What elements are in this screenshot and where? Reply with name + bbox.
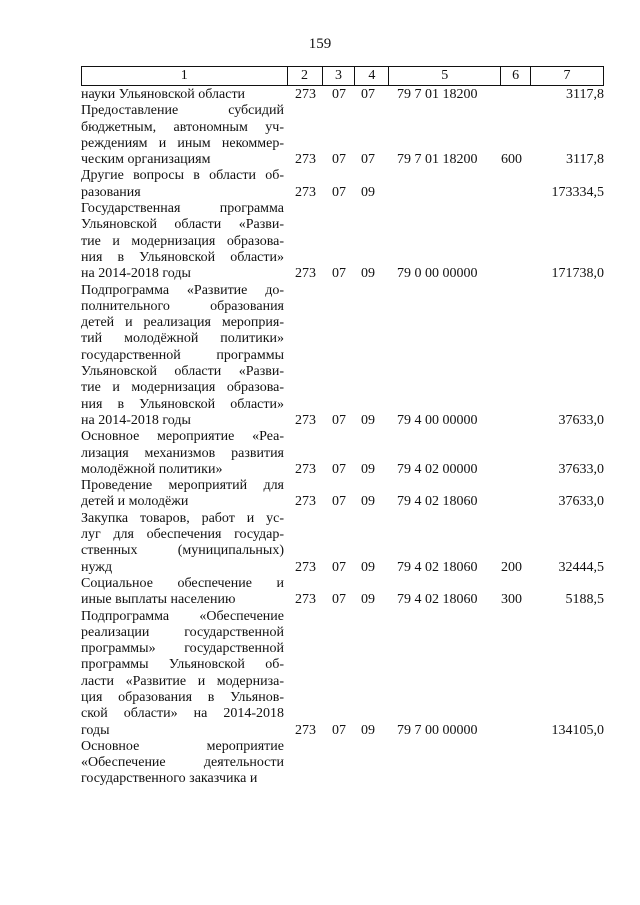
- table-row: [81, 739, 604, 788]
- description-line: ственных (муниципальных): [81, 543, 284, 559]
- cell-c7: 3117,8: [566, 152, 604, 168]
- cell-c3: 07: [332, 152, 346, 168]
- cell-c5: 79 4 02 18060: [397, 494, 478, 510]
- description-line: на 2014-2018 годы: [81, 412, 191, 428]
- row-description: [81, 739, 284, 788]
- cell-c3: 07: [332, 494, 346, 510]
- row-description: [81, 429, 284, 478]
- cell-c2: 273: [295, 559, 316, 575]
- cell-c3: 07: [332, 184, 346, 200]
- cell-c4: 09: [361, 722, 375, 738]
- cell-c4: 09: [361, 266, 375, 282]
- cell-c5: 79 7 01 18200: [397, 87, 478, 102]
- description-line: Подпрограмма «Развитие до-: [81, 282, 284, 298]
- column-header-4: 4: [355, 67, 389, 86]
- cell-c5: 79 4 02 18060: [397, 592, 478, 608]
- description-line: государственной программы: [81, 347, 284, 363]
- cell-c5: 79 7 01 18200: [397, 152, 478, 168]
- cell-c7: 37633,0: [558, 412, 604, 428]
- cell-c4: 09: [361, 494, 375, 510]
- table-row: [81, 429, 604, 478]
- cell-c7: 5188,5: [565, 592, 604, 608]
- cell-c2: 273: [295, 592, 316, 608]
- table-row: [81, 87, 604, 103]
- cell-c2: 273: [295, 152, 316, 168]
- column-header-5: 5: [389, 67, 501, 86]
- description-line: Закупка товаров, работ и ус-: [81, 510, 284, 526]
- cell-c5: 79 7 00 00000: [397, 722, 478, 738]
- table-row: [81, 609, 604, 739]
- column-header-7: 7: [531, 67, 604, 86]
- cell-c6: 300: [501, 592, 522, 608]
- cell-c4: 09: [361, 461, 375, 477]
- description-line: тий молодёжной политики»: [81, 331, 284, 347]
- table-row: [81, 103, 604, 168]
- cell-c7: 173334,5: [551, 184, 604, 200]
- cell-c7: 134105,0: [551, 722, 604, 738]
- page-number: 159: [308, 36, 332, 52]
- description-line: ласти «Развитие и модерниза-: [81, 673, 284, 689]
- description-line: государственного заказчика и: [81, 771, 258, 787]
- cell-c4: 07: [361, 152, 375, 168]
- description-line: программы» государственной: [81, 641, 284, 657]
- description-line: ской области» на 2014-2018: [81, 706, 284, 722]
- description-line: Основное мероприятие: [81, 738, 284, 754]
- cell-c5: 79 0 00 00000: [397, 266, 478, 282]
- cell-c2: 273: [295, 266, 316, 282]
- cell-c3: 07: [332, 87, 346, 102]
- row-description: [81, 87, 284, 103]
- cell-c5: 79 4 02 18060: [397, 559, 478, 575]
- cell-c7: 37633,0: [558, 494, 604, 510]
- description-line: детей и молодёжи: [81, 494, 189, 510]
- table-row: [81, 168, 604, 201]
- cell-c6: 200: [501, 559, 522, 575]
- description-line: ческим организациям: [81, 152, 211, 168]
- cell-c2: 273: [295, 184, 316, 200]
- cell-c2: 273: [295, 412, 316, 428]
- cell-c5: 79 4 02 00000: [397, 461, 478, 477]
- table-row: [81, 283, 604, 430]
- description-line: молодёжной политики»: [81, 461, 223, 477]
- description-line: Проведение мероприятий для: [81, 478, 284, 494]
- description-line: тие и модернизация образова-: [81, 380, 284, 396]
- description-line: Ульяновской области «Разви-: [81, 217, 284, 233]
- row-description: [81, 478, 284, 511]
- cell-c4: 09: [361, 592, 375, 608]
- description-line: Социальное обеспечение и: [81, 575, 284, 591]
- description-line: ния в Ульяновской области»: [81, 396, 284, 412]
- row-description: [81, 168, 284, 201]
- description-line: полнительного образования: [81, 298, 284, 314]
- description-line: ния в Ульяновской области»: [81, 249, 284, 265]
- cell-c3: 07: [332, 461, 346, 477]
- row-description: [81, 103, 284, 168]
- cell-c6: 600: [501, 152, 522, 168]
- cell-c3: 07: [332, 412, 346, 428]
- row-description: [81, 511, 284, 576]
- description-line: науки Ульяновской области: [81, 87, 246, 102]
- description-line: нужд: [81, 559, 113, 575]
- table-row: [81, 201, 604, 282]
- cell-c2: 273: [295, 461, 316, 477]
- cell-c2: 273: [295, 87, 316, 102]
- cell-c4: 07: [361, 87, 375, 102]
- row-description: [81, 576, 284, 609]
- cell-c3: 07: [332, 266, 346, 282]
- cell-c3: 07: [332, 722, 346, 738]
- description-line: Ульяновской области «Разви-: [81, 364, 284, 380]
- description-line: на 2014-2018 годы: [81, 266, 191, 282]
- description-line: иные выплаты населению: [81, 592, 236, 608]
- column-header-row: [82, 67, 604, 86]
- description-line: Государственная программа: [81, 201, 284, 217]
- description-line: Другие вопросы в области об-: [81, 168, 284, 184]
- description-line: реализации государственной: [81, 624, 284, 640]
- column-header-table: [81, 66, 604, 86]
- description-line: реждениям и иным некоммер-: [81, 135, 284, 151]
- description-line: детей и реализация мероприя-: [81, 315, 284, 331]
- cell-c7: 32444,5: [558, 559, 604, 575]
- cell-c2: 273: [295, 494, 316, 510]
- cell-c7: 37633,0: [558, 461, 604, 477]
- description-line: бюджетным, автономным уч-: [81, 119, 284, 135]
- column-header-6: 6: [501, 67, 531, 86]
- cell-c3: 07: [332, 592, 346, 608]
- cell-c3: 07: [332, 559, 346, 575]
- description-line: «Обеспечение деятельности: [81, 755, 284, 771]
- table-row: [81, 576, 604, 609]
- column-header-3: 3: [322, 67, 355, 86]
- description-line: тие и модернизация образова-: [81, 233, 284, 249]
- row-description: [81, 609, 284, 739]
- cell-c4: 09: [361, 559, 375, 575]
- cell-c7: 3117,8: [566, 87, 604, 102]
- description-line: Предоставление субсидий: [81, 103, 284, 119]
- table-row: [81, 511, 604, 576]
- cell-c4: 09: [361, 184, 375, 200]
- cell-c5: 79 4 00 00000: [397, 412, 478, 428]
- budget-table-body: [81, 87, 604, 788]
- column-header-2: 2: [287, 67, 322, 86]
- cell-c4: 09: [361, 412, 375, 428]
- cell-c7: 171738,0: [551, 266, 604, 282]
- cell-c2: 273: [295, 722, 316, 738]
- description-line: луг для обеспечения государ-: [81, 527, 284, 543]
- column-header-1: 1: [82, 67, 288, 86]
- description-line: ция образования в Ульянов-: [81, 689, 284, 705]
- description-line: годы: [81, 722, 110, 738]
- table-row: [81, 478, 604, 511]
- row-description: [81, 283, 284, 430]
- description-line: Основное мероприятие «Реа-: [81, 429, 284, 445]
- description-line: программы Ульяновской об-: [81, 657, 284, 673]
- description-line: лизация механизмов развития: [81, 445, 284, 461]
- description-line: разования: [81, 184, 141, 200]
- row-description: [81, 201, 284, 282]
- description-line: Подпрограмма «Обеспечение: [81, 608, 284, 624]
